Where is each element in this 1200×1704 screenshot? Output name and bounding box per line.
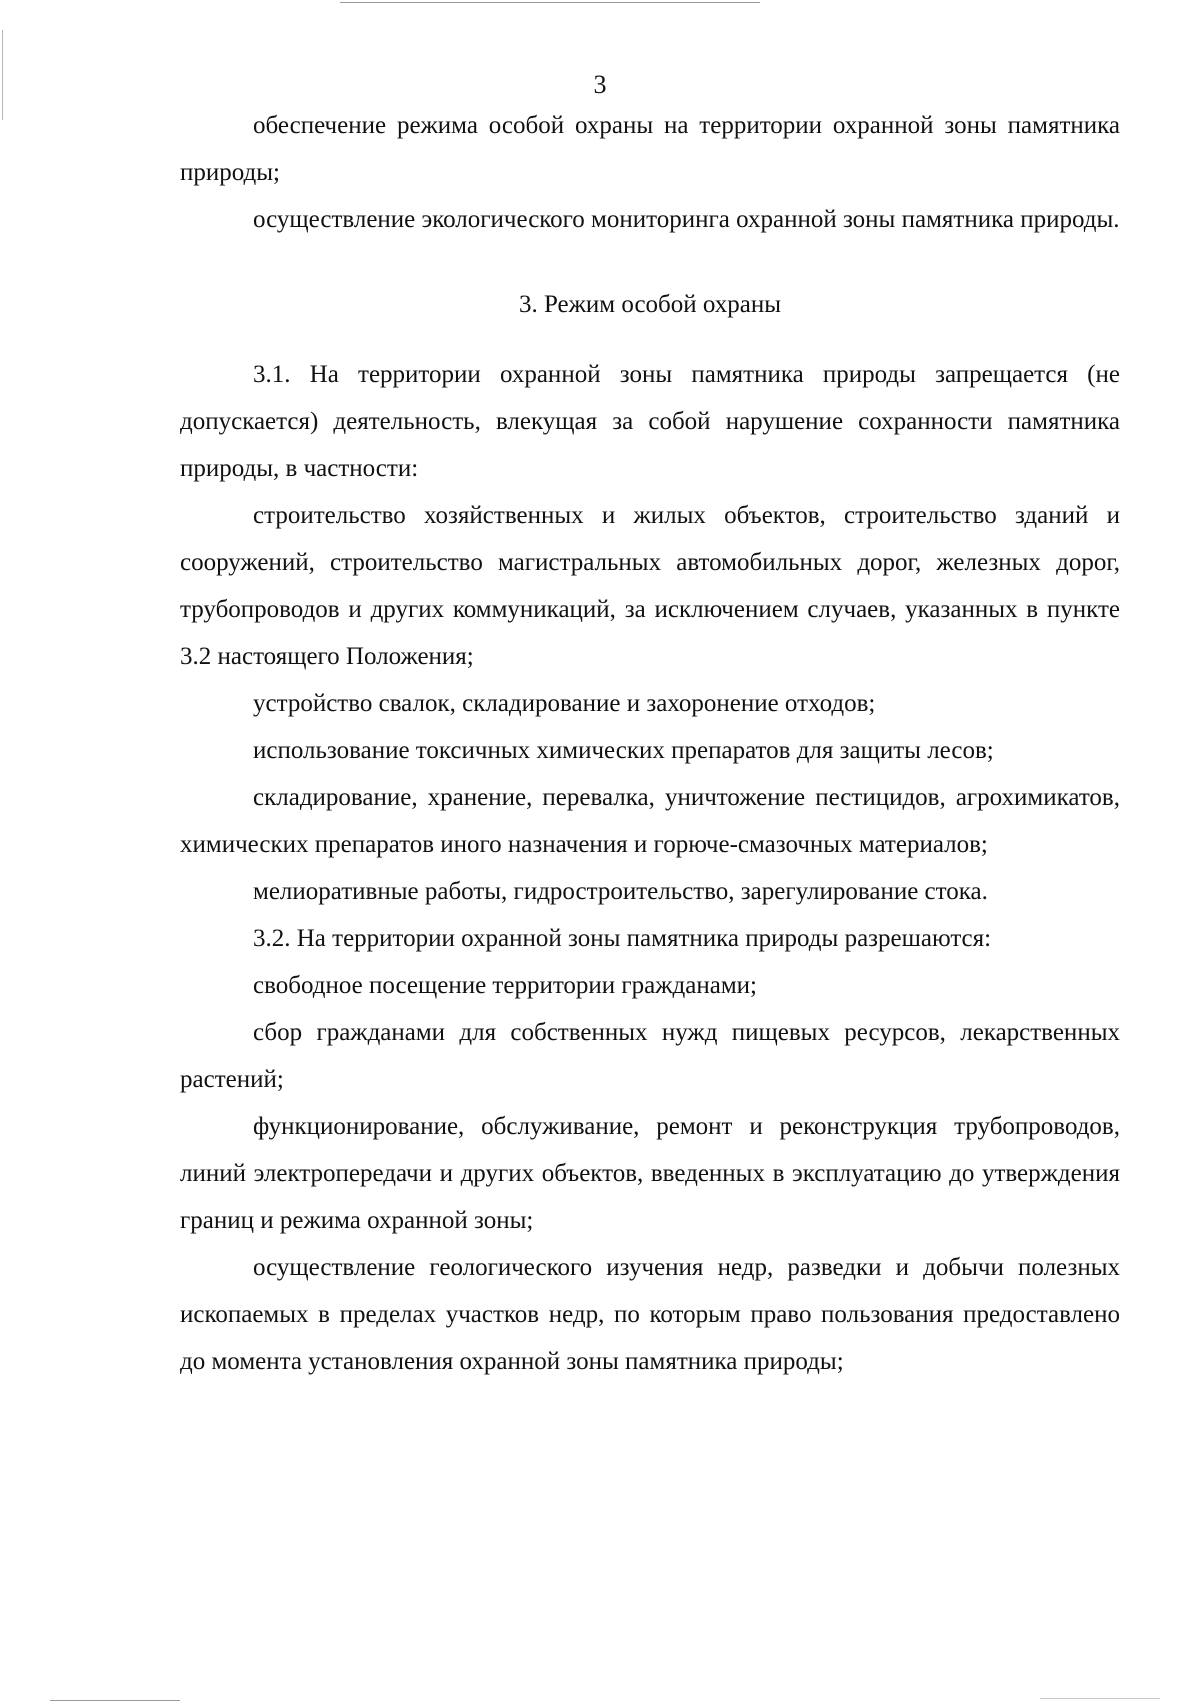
- scan-artifact-top-line: [340, 2, 760, 3]
- scan-artifact-bottom-line: [50, 1700, 180, 1701]
- allowed-geology: осуществление геологического изучения недр, разведки и добычи полезных ископаемых в пределах участков недр, по которым право пользования предоставлено до момента установления охранной зоны памятника природы;: [180, 1254, 1120, 1375]
- prohibited-construction: строительство хозяйственных и жилых объектов, строительство зданий и сооружений, строительство магистральных автомобильных дорог, железных дорог, трубопроводов и других коммуникаций, за исключением случаев, указанных в пункте 3.2 настоящего Положения;: [180, 502, 1120, 670]
- allowed-visits: свободное посещение территории гражданами;: [253, 972, 757, 999]
- prohibited-toxic-chemicals: использование токсичных химических препаратов для защиты лесов;: [253, 737, 994, 764]
- intro-paragraph-2: осуществление экологического мониторинга охранной зоны памятника природы.: [253, 206, 1120, 233]
- page-number: 3: [593, 70, 607, 99]
- section-heading: 3. Режим особой охраны: [518, 291, 782, 318]
- prohibited-pesticides: складирование, хранение, перевалка, уничтожение пестицидов, агрохимикатов, химических препаратов иного назначения и горюче-смазочных материалов;: [180, 784, 1120, 858]
- clause-3-1: 3.1. На территории охранной зоны памятника природы запрещается (не допускается) деятельность, влекущая за собой нарушение сохранности памятника природы, в частности:: [180, 361, 1120, 482]
- scan-artifact-bottom-right: [1040, 1698, 1160, 1699]
- allowed-gathering: сбор гражданами для собственных нужд пищевых ресурсов, лекарственных растений;: [180, 1019, 1120, 1093]
- document-body: [180, 102, 1120, 1385]
- allowed-infrastructure: функционирование, обслуживание, ремонт и реконструкция трубопроводов, линий электропередачи и других объектов, введенных в эксплуатацию до утверждения границ и режима охранной зоны;: [180, 1113, 1120, 1234]
- intro-paragraph-1: обеспечение режима особой охраны на территории охранной зоны памятника природы;: [180, 112, 1120, 186]
- prohibited-dumps: устройство свалок, складирование и захоронение отходов;: [253, 690, 876, 717]
- prohibited-melioration: мелиоративные работы, гидростроительство, зарегулирование стока.: [253, 878, 988, 905]
- clause-3-2: 3.2. На территории охранной зоны памятника природы разрешаются:: [253, 925, 992, 952]
